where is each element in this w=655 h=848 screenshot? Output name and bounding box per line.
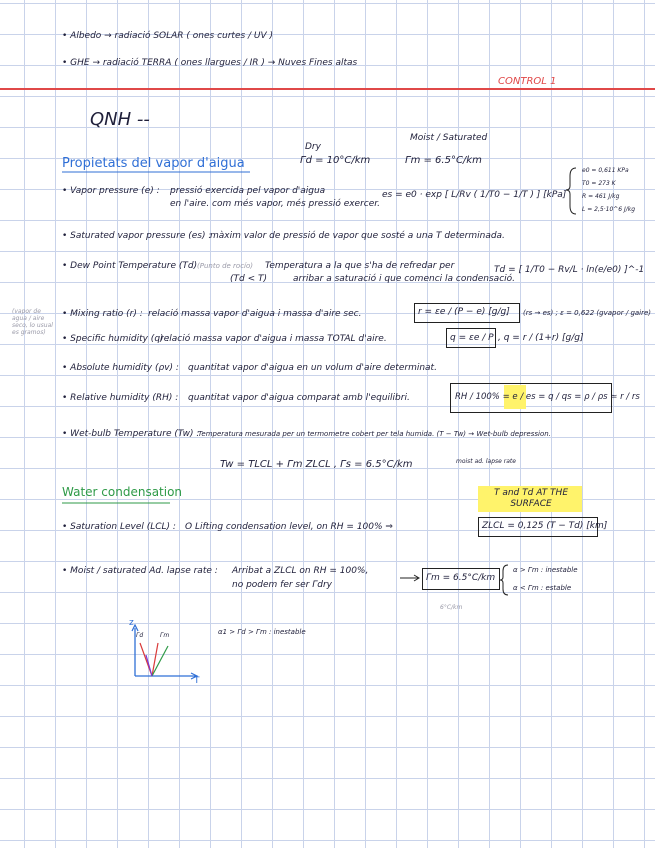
mixing-formula: r = εe / (P − e) [g/g]	[418, 307, 510, 317]
const-t0: T0 = 273 K	[582, 180, 616, 187]
diagram-t-label: T	[194, 676, 200, 686]
relative-desc: quantitat vapor d'aigua comparat amb l'equilibri.	[188, 393, 410, 403]
moist-formula: Γm = 6.5°C/km	[426, 573, 496, 583]
vapor-desc-2: en l'aire. com més vapor, més pressió exercer.	[170, 199, 381, 209]
mixing-label: • Mixing ratio (r) :	[62, 309, 143, 319]
es-formula: es = e0 · exp [ L/Rv ( 1/T0 − 1/T ) ] [kPa]	[382, 190, 567, 200]
specific-formula-1: q = εe / P	[450, 333, 494, 343]
lcl-label: • Saturation Level (LCL) :	[62, 522, 176, 532]
moist-approx: 6°C/km	[440, 604, 463, 611]
mixing-condition: (rs → es) ; ε = 0,622 (gvapor / gaire)	[523, 309, 652, 317]
dry-heading: Dry	[305, 142, 321, 152]
absolute-desc: quantitat vapor d'aigua en un volum d'aire determinat.	[188, 363, 437, 373]
diagram-line-alpha	[146, 655, 152, 676]
section-title-vapor: Propietats del vapor d'aigua	[62, 156, 245, 171]
dew-desc-2: arribar a saturació i que comenci la condensació.	[293, 274, 516, 284]
lcl-desc: O Lifting condensation level, on RH = 100% ⇒	[185, 522, 393, 532]
specific-label: • Specific humidity (q) :	[62, 334, 170, 344]
constants-brace	[566, 168, 576, 214]
albedo-line: • Albedo → radiació SOLAR ( ones curtes / UV )	[62, 31, 274, 41]
moist-stable: α < Γm : estable	[513, 584, 572, 592]
ghe-line: • GHE → radiació TERRA ( ones llargues / IR ) → Nuves Fines altas	[62, 58, 358, 68]
vapor-label: • Vapor pressure (e) :	[62, 186, 160, 196]
surface-note: T and Td AT THE SURFACE	[493, 488, 569, 509]
saturated-desc: màxim valor de pressió de vapor que sosté a una T determinada.	[210, 231, 505, 241]
moist-value: Γm = 6.5°C/km	[405, 155, 482, 166]
diagram-note: α1 > Γd > Γm : inestable	[218, 628, 306, 636]
diagram-z-label: z	[129, 618, 134, 628]
const-r: R = 461 J/kg	[582, 193, 620, 200]
vapor-desc-1: pressió exercida pel vapor d'aigua	[170, 186, 326, 196]
moist-desc-2: no podem fer ser Γdry	[232, 580, 332, 590]
saturated-label: • Saturated vapor pressure (es) :	[62, 231, 212, 241]
wetbulb-formula: Tw = TLCL + Γm ZLCL , Γs = 6.5°C/km	[220, 459, 413, 470]
dew-desc-1: Temperatura a la que s'ha de refredar per	[265, 261, 455, 271]
dew-condition: (Td < T)	[230, 274, 267, 284]
const-e0: e0 = 0,611 KPa	[582, 167, 629, 174]
relative-formula: RH / 100% = e / es = q / qs = ρ / ρs ≃ r / rs	[455, 392, 640, 402]
mixing-side-note: (vapor de agua / aire seco, lo usual es gramos)	[12, 308, 53, 336]
mixing-desc: relació massa vapor d'aigua i massa d'aire sec.	[148, 309, 362, 319]
dew-label: • Dew Point Temperature (Td)	[62, 261, 198, 271]
control-label: CONTROL 1	[498, 76, 557, 87]
qnh-note: QNH --	[90, 109, 150, 130]
dry-value: Γd = 10°C/km	[300, 155, 371, 166]
moist-heading: Moist / Saturated	[410, 133, 488, 143]
relative-label: • Relative humidity (RH) :	[62, 393, 179, 403]
wetbulb-label: • Wet-bulb Temperature (Tw) :	[62, 429, 200, 439]
specific-formula-2: , q = r / (1+r) [g/g]	[498, 333, 584, 343]
specific-desc: relació massa vapor d'aigua i massa TOTAL d'aire.	[160, 334, 387, 344]
const-l: L = 2,5·10^6 J/kg	[582, 206, 636, 213]
diagram-rd-label: Γd	[136, 632, 144, 639]
lcl-formula: ZLCL = 0,125 (T − Td) [km]	[482, 521, 608, 531]
dew-gray-note: (Punto de rocío)	[197, 262, 254, 270]
moist-unstable: α > Γm : inestable	[513, 566, 578, 574]
absolute-label: • Absolute humidity (ρv) :	[62, 363, 179, 373]
wetbulb-desc: Temperatura mesurada per un termometre cobert per tela humida. (T − Tw) → Wet-bulb depression.	[198, 430, 551, 438]
wetbulb-note: moist ad. lapse rate	[456, 458, 516, 465]
section-title-condensation: Water condensation	[62, 485, 183, 499]
diagram-rm-label: Γm	[160, 632, 170, 639]
moist-label: • Moist / saturated Ad. lapse rate :	[62, 566, 218, 576]
td-formula: Td = [ 1/T0 − Rv/L · ln(e/e0) ]^-1	[494, 265, 645, 275]
stability-brace	[500, 565, 508, 595]
moist-desc-1: Arribat a ZLCL on RH = 100%,	[232, 566, 369, 576]
